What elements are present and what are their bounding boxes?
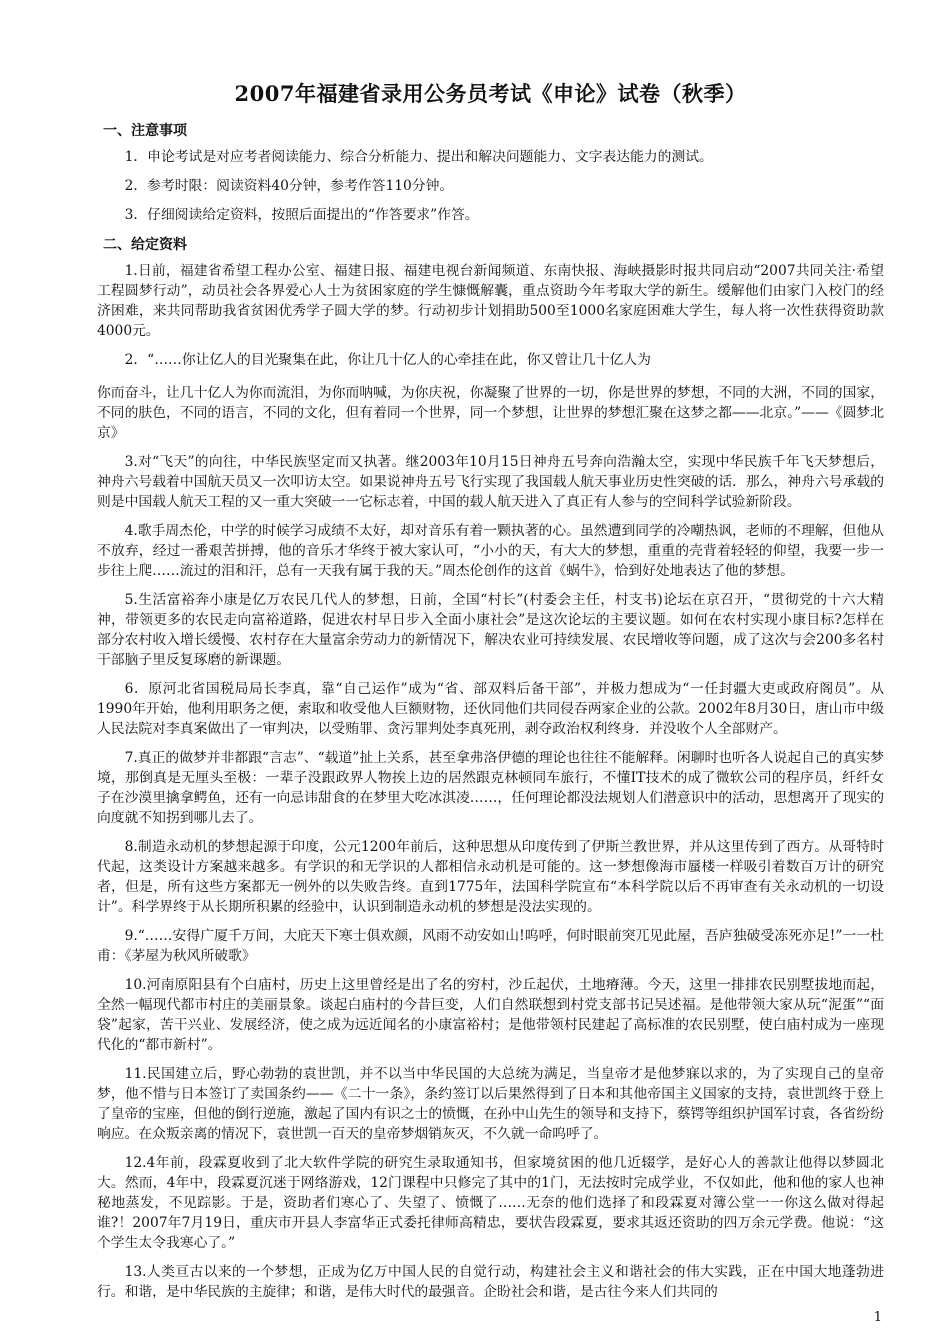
material-paragraph: 8.制造永动机的梦想起源于印度，公元1200年前后，这种思想从印度传到了伊斯兰教世界，并从这里传到了西方。从哥特时代起，这类设计方案越来越多。有学识的和无学识的人都相信永动机是可能的。这一梦想像海市蜃楼一样吸引着数百万计的研究者，但是，所有这些方案都无一例外的以失败告终。直到1775年，法国科学院宣布“本科学院以后不再审查有关永动机的一切设计”。科学界终于从长期所积累的经验中，认识到制造永动机的梦想是没法实现的。	[97, 839, 884, 915]
material-paragraph: 9.“……安得广厦千万间，大庇天下寒士俱欢颜，风雨不动安如山!呜呼，何时眼前突兀见此屋，吾庐独破受冻死亦足!”一一杜甫：《茅屋为秋风所破歌》	[97, 928, 884, 964]
section-heading-notes: 一、注意事项	[103, 123, 187, 139]
document-page	[97, 78, 884, 1311]
material-paragraph: 12.4年前，段霖夏收到了北大软件学院的研究生录取通知书，但家境贫困的他几近辍学，是好心人的善款让他得以梦圆北大。然而，4年中，段霖夏沉迷于网络游戏，12门课程中只修完了其中的1门，无法按时完成学业，不仅如此，他和他的家人也神秘地蒸发，不见踪影。于是，资助者们寒心了、失望了、愤慨了……无奈的他们选择了和段霖夏对簿公堂一一你这么做对得起谁?！2007年7月19日，重庆市开县人李富华正式委托律师高精忠，要状告段霖夏，要求其返还资助的四万余元学费。他说：“这个学生太令我寒心了。”	[97, 1155, 884, 1251]
material-paragraph: 13.人类亘古以来的一个梦想，正成为亿万中国人民的自觉行动，构建社会主义和谐社会的伟大实践，正在中国大地蓬勃进行。和谐，是中华民族的主旋律；和谐，是伟大时代的最强音。企盼社会和谐，是古往今来人们共同的	[97, 1264, 884, 1300]
material-paragraph: 6．原河北省国税局局长李真，靠“自己运作”成为“省、部双料后备干部”，并极力想成为“一任封疆大吏或政府阁员”。从1990年开始，他利用职务之便，索取和收受他人巨额财物，还伙同他们共同侵吞两家企业的公款。2002年8月30日，唐山市中级人民法院对李真案做出了一审判决，以受贿罪、贪污罪判处李真死刑，剥夺政治权利终身．并没收个人全部财产。	[97, 681, 884, 737]
note-item: 3．仔细阅读给定资料，按照后面提出的“作答要求”作答。	[124, 207, 479, 223]
material-paragraph: 1.日前，福建省希望工程办公室、福建日报、福建电视台新闻频道、东南快报、海峡摄影时报共同启动“2007共同关注·希望工程圆梦行动”，动员社会各界爱心人士为贫困家庭的学生慷慨解囊，重点资助今年考取大学的新生。缓解他们由家门入校门的经济困难，来共同帮助我省贫困优秀学子圆大学的梦。行动初步计划捐助500至1000名家庭困难大学生，每人将一次性获得资助款4000元。	[97, 263, 884, 339]
material-paragraph: 2．“……你让亿人的目光聚集在此，你让几十亿人的心牵挂在此，你又曾让几十亿人为	[124, 352, 651, 368]
section-heading-materials: 二、给定资料	[103, 237, 187, 253]
material-paragraph: 你而奋斗，让几十亿人为你而流泪，为你而呐喊，为你庆祝，你凝聚了世界的一切，你是世界的梦想，不同的大洲，不同的国家，不同的肤色，不同的语言，不同的文化，但有着同一个世界，同一个梦想，让世界的梦想汇聚在这梦之都——北京。”——《圆梦北京》	[97, 385, 884, 441]
note-item: 2．参考时限：阅读资料40分钟，参考作答110分钟。	[124, 178, 454, 194]
document-title: 2007年福建省录用公务员考试《申论》试卷（秋季）	[234, 81, 747, 106]
material-paragraph: 11.民国建立后，野心勃勃的袁世凯，并不以当中华民国的大总统为满足，当皇帝才是他梦寐以求的，为了实现自己的皇帝梦，他不惜与日本签订了卖国条约——《二十一条》，条约签订以后果然得到了日本和其他帝国主义国家的支持，袁世凯终于登上了皇帝的宝座，但他的倒行逆施，激起了国内有识之士的愤慨，在孙中山先生的领导和支持下，蔡锷等组织护国军讨袁，各省纷纷响应。在众叛亲离的情况下，袁世凯一百天的皇帝梦烟销灰灭，不久就一命呜呼了。	[97, 1066, 884, 1142]
material-paragraph: 4.歌手周杰伦，中学的时候学习成绩不太好，却对音乐有着一颗执著的心。虽然遭到同学的冷嘲热讽，老师的不理解，但他从不放弃，经过一番艰苦拼搏，他的音乐才华终于被大家认可，“小小的天，有大大的梦想，重重的壳背着轻轻的仰望，我要一步一步往上爬……流过的泪和汗，总有一天我有属于我的天。”周杰伦创作的这首《蜗牛》，恰到好处地表达了他的梦想。	[97, 523, 884, 579]
material-paragraph: 5.生活富裕奔小康是亿万农民几代人的梦想，日前，全国“村长”(村委会主任，村支书)论坛在京召开，“贯彻党的十六大精神，带领更多的农民走向富裕道路，促进农村早日步入全面小康社会”是这次论坛的主要议题。如何在农村实现小康目标?怎样在部分农村收入增长缓慢、农村存在大量富余劳动力的新情况下，解决农业可持续发展、农民增收等问题，成了这次与会200多名村干部脑子里反复琢磨的新课题。	[97, 592, 884, 668]
material-paragraph: 10.河南原阳县有个白庙村，历史上这里曾经是出了名的穷村，沙丘起伏，土地瘠薄。今天，这里一排排农民别墅拔地而起，全然一幅现代都市村庄的美丽景象。谈起白庙村的今昔巨变，人们自然联想到村党支部书记吴述福。是他带领大家从玩“泥蛋”“面袋”起家，苦干兴业、发展经济，使之成为远近闻名的小康富裕村；是他带领村民建起了高标准的农民别墅，使白庙村成为一座现代化的“都市新村”。	[97, 977, 884, 1053]
material-paragraph: 3.对“飞天”的向往，中华民族坚定而又执著。继2003年10月15日神舟五号奔向浩瀚太空，实现中华民族千年飞天梦想后，神舟六号载着中国航天员又一次叩访太空。如果说神舟五号飞行实现了我国载人航天事业历史性突破的话．那么，神舟六号承载的则是中国载人航天工程的又一重大突破一一它标志着，中国的载人航天进入了真正有人参与的空间科学试验新阶段。	[97, 454, 884, 510]
note-item: 1．申论考试是对应考者阅读能力、综合分析能力、提出和解决问题能力、文字表达能力的测试。	[124, 149, 713, 165]
material-paragraph: 7.真正的做梦并非都跟“言志”、“载道”扯上关系，甚至拿弗洛伊德的理论也往往不能解释。闲聊时也听各人说起自己的真实梦境，那倒真是无厘头至极：一辈子没跟政界人物挨上边的居然跟克林顿同车旅行，不懂IT技术的成了微软公司的程序员，纤纤女子在沙漠里擒拿鳄鱼，还有一向忌讳甜食的在梦里大吃冰淇凌……，任何理论都没法规划人们潜意识中的活动，思想离开了现实的向度就不知拐到哪儿去了。	[97, 750, 884, 826]
page-number: 1	[873, 1310, 882, 1325]
